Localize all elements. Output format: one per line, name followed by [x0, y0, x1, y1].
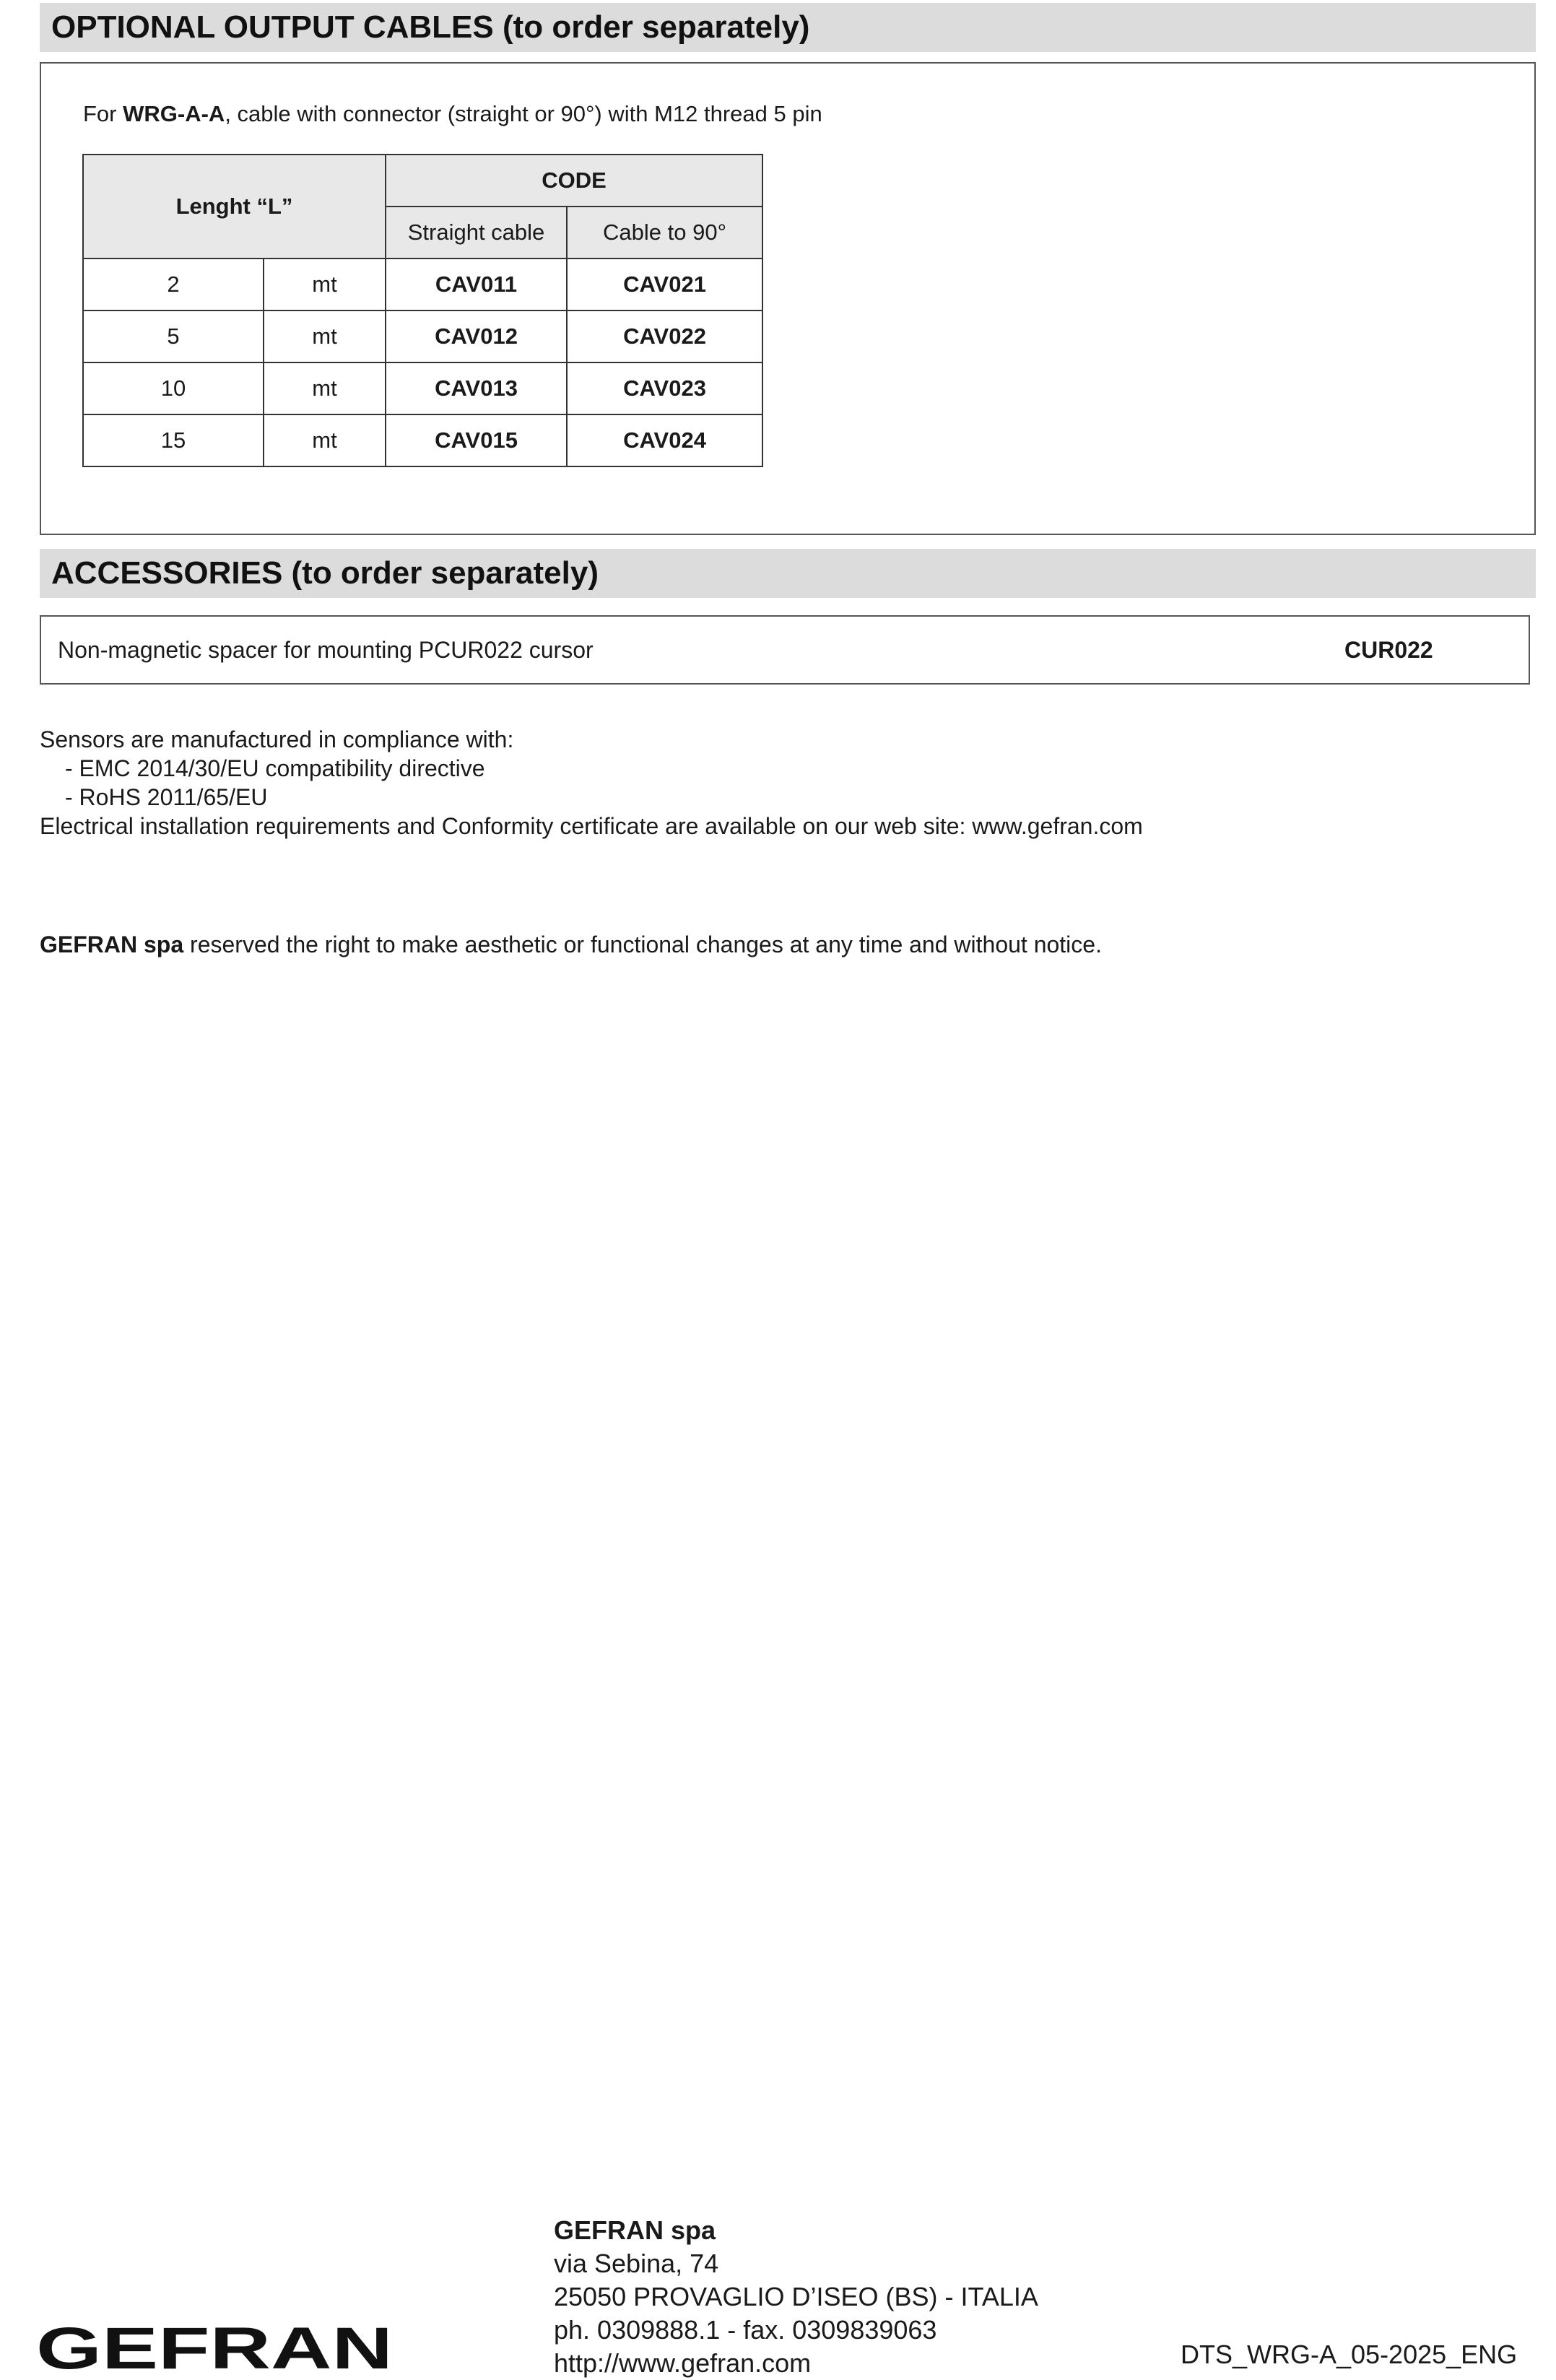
- notice-company: GEFRAN spa: [40, 931, 184, 957]
- accessory-description: Non-magnetic spacer for mounting PCUR022 cursor: [58, 637, 594, 663]
- document-id: DTS_WRG-A_05-2025_ENG: [1181, 2340, 1518, 2369]
- section-title-accessories: ACCESSORIES (to order separately): [40, 549, 1536, 598]
- footer-city: 25050 PROVAGLIO D’ISEO (BS) - ITALIA: [554, 2282, 1038, 2311]
- length-value: 2: [83, 259, 264, 310]
- footer-street: via Sebina, 74: [554, 2249, 719, 2278]
- compliance-item-rohs: - RoHS 2011/65/EU: [65, 784, 268, 810]
- code-header: CODE: [386, 155, 762, 207]
- table-row: [83, 414, 762, 466]
- straight-code: CAV013: [386, 362, 567, 414]
- length-unit: mt: [264, 414, 386, 466]
- accessory-code: CUR022: [1344, 637, 1433, 663]
- notice: [40, 930, 1102, 959]
- angled-cable-header: Cable to 90°: [567, 207, 762, 259]
- length-header: Lenght “L”: [83, 155, 386, 259]
- footer-phone: ph. 0309888.1 - fax. 0309839063: [554, 2315, 937, 2345]
- table-row: [83, 259, 762, 310]
- length-value: 10: [83, 362, 264, 414]
- straight-code: CAV011: [386, 259, 567, 310]
- length-unit: mt: [264, 362, 386, 414]
- web-note: Electrical installation requirements and Conformity certificate are available on our web site: www.gefran.com: [40, 813, 1143, 839]
- cables-intro: [83, 101, 822, 127]
- compliance-intro: Sensors are manufactured in compliance with:: [40, 726, 514, 752]
- length-unit: mt: [264, 310, 386, 362]
- length-value: 5: [83, 310, 264, 362]
- cables-intro-suffix: , cable with connector (straight or 90°) with M12 thread 5 pin: [225, 101, 822, 126]
- angled-code: CAV024: [567, 414, 762, 466]
- angled-code: CAV023: [567, 362, 762, 414]
- angled-code: CAV021: [567, 259, 762, 310]
- table-row: [83, 362, 762, 414]
- footer-web: http://www.gefran.com: [554, 2348, 812, 2378]
- notice-text: reserved the right to make aesthetic or functional changes at any time and without notice.: [183, 931, 1102, 957]
- gefran-logo: [36, 2318, 397, 2376]
- cables-table: [82, 154, 763, 467]
- footer-company: GEFRAN spa: [554, 2215, 716, 2245]
- cables-intro-prefix: For: [83, 101, 123, 126]
- compliance-item-emc: - EMC 2014/30/EU compatibility directive: [65, 755, 485, 781]
- angled-code: CAV022: [567, 310, 762, 362]
- straight-code: CAV015: [386, 414, 567, 466]
- straight-cable-header: Straight cable: [386, 207, 567, 259]
- table-row: [83, 310, 762, 362]
- cables-intro-model: WRG-A-A: [123, 101, 225, 126]
- length-unit: mt: [264, 259, 386, 310]
- length-value: 15: [83, 414, 264, 466]
- gefran-logo-text: GEFRAN: [36, 2318, 393, 2373]
- section-title-optional-cables: OPTIONAL OUTPUT CABLES (to order separately): [40, 3, 1536, 52]
- straight-code: CAV012: [386, 310, 567, 362]
